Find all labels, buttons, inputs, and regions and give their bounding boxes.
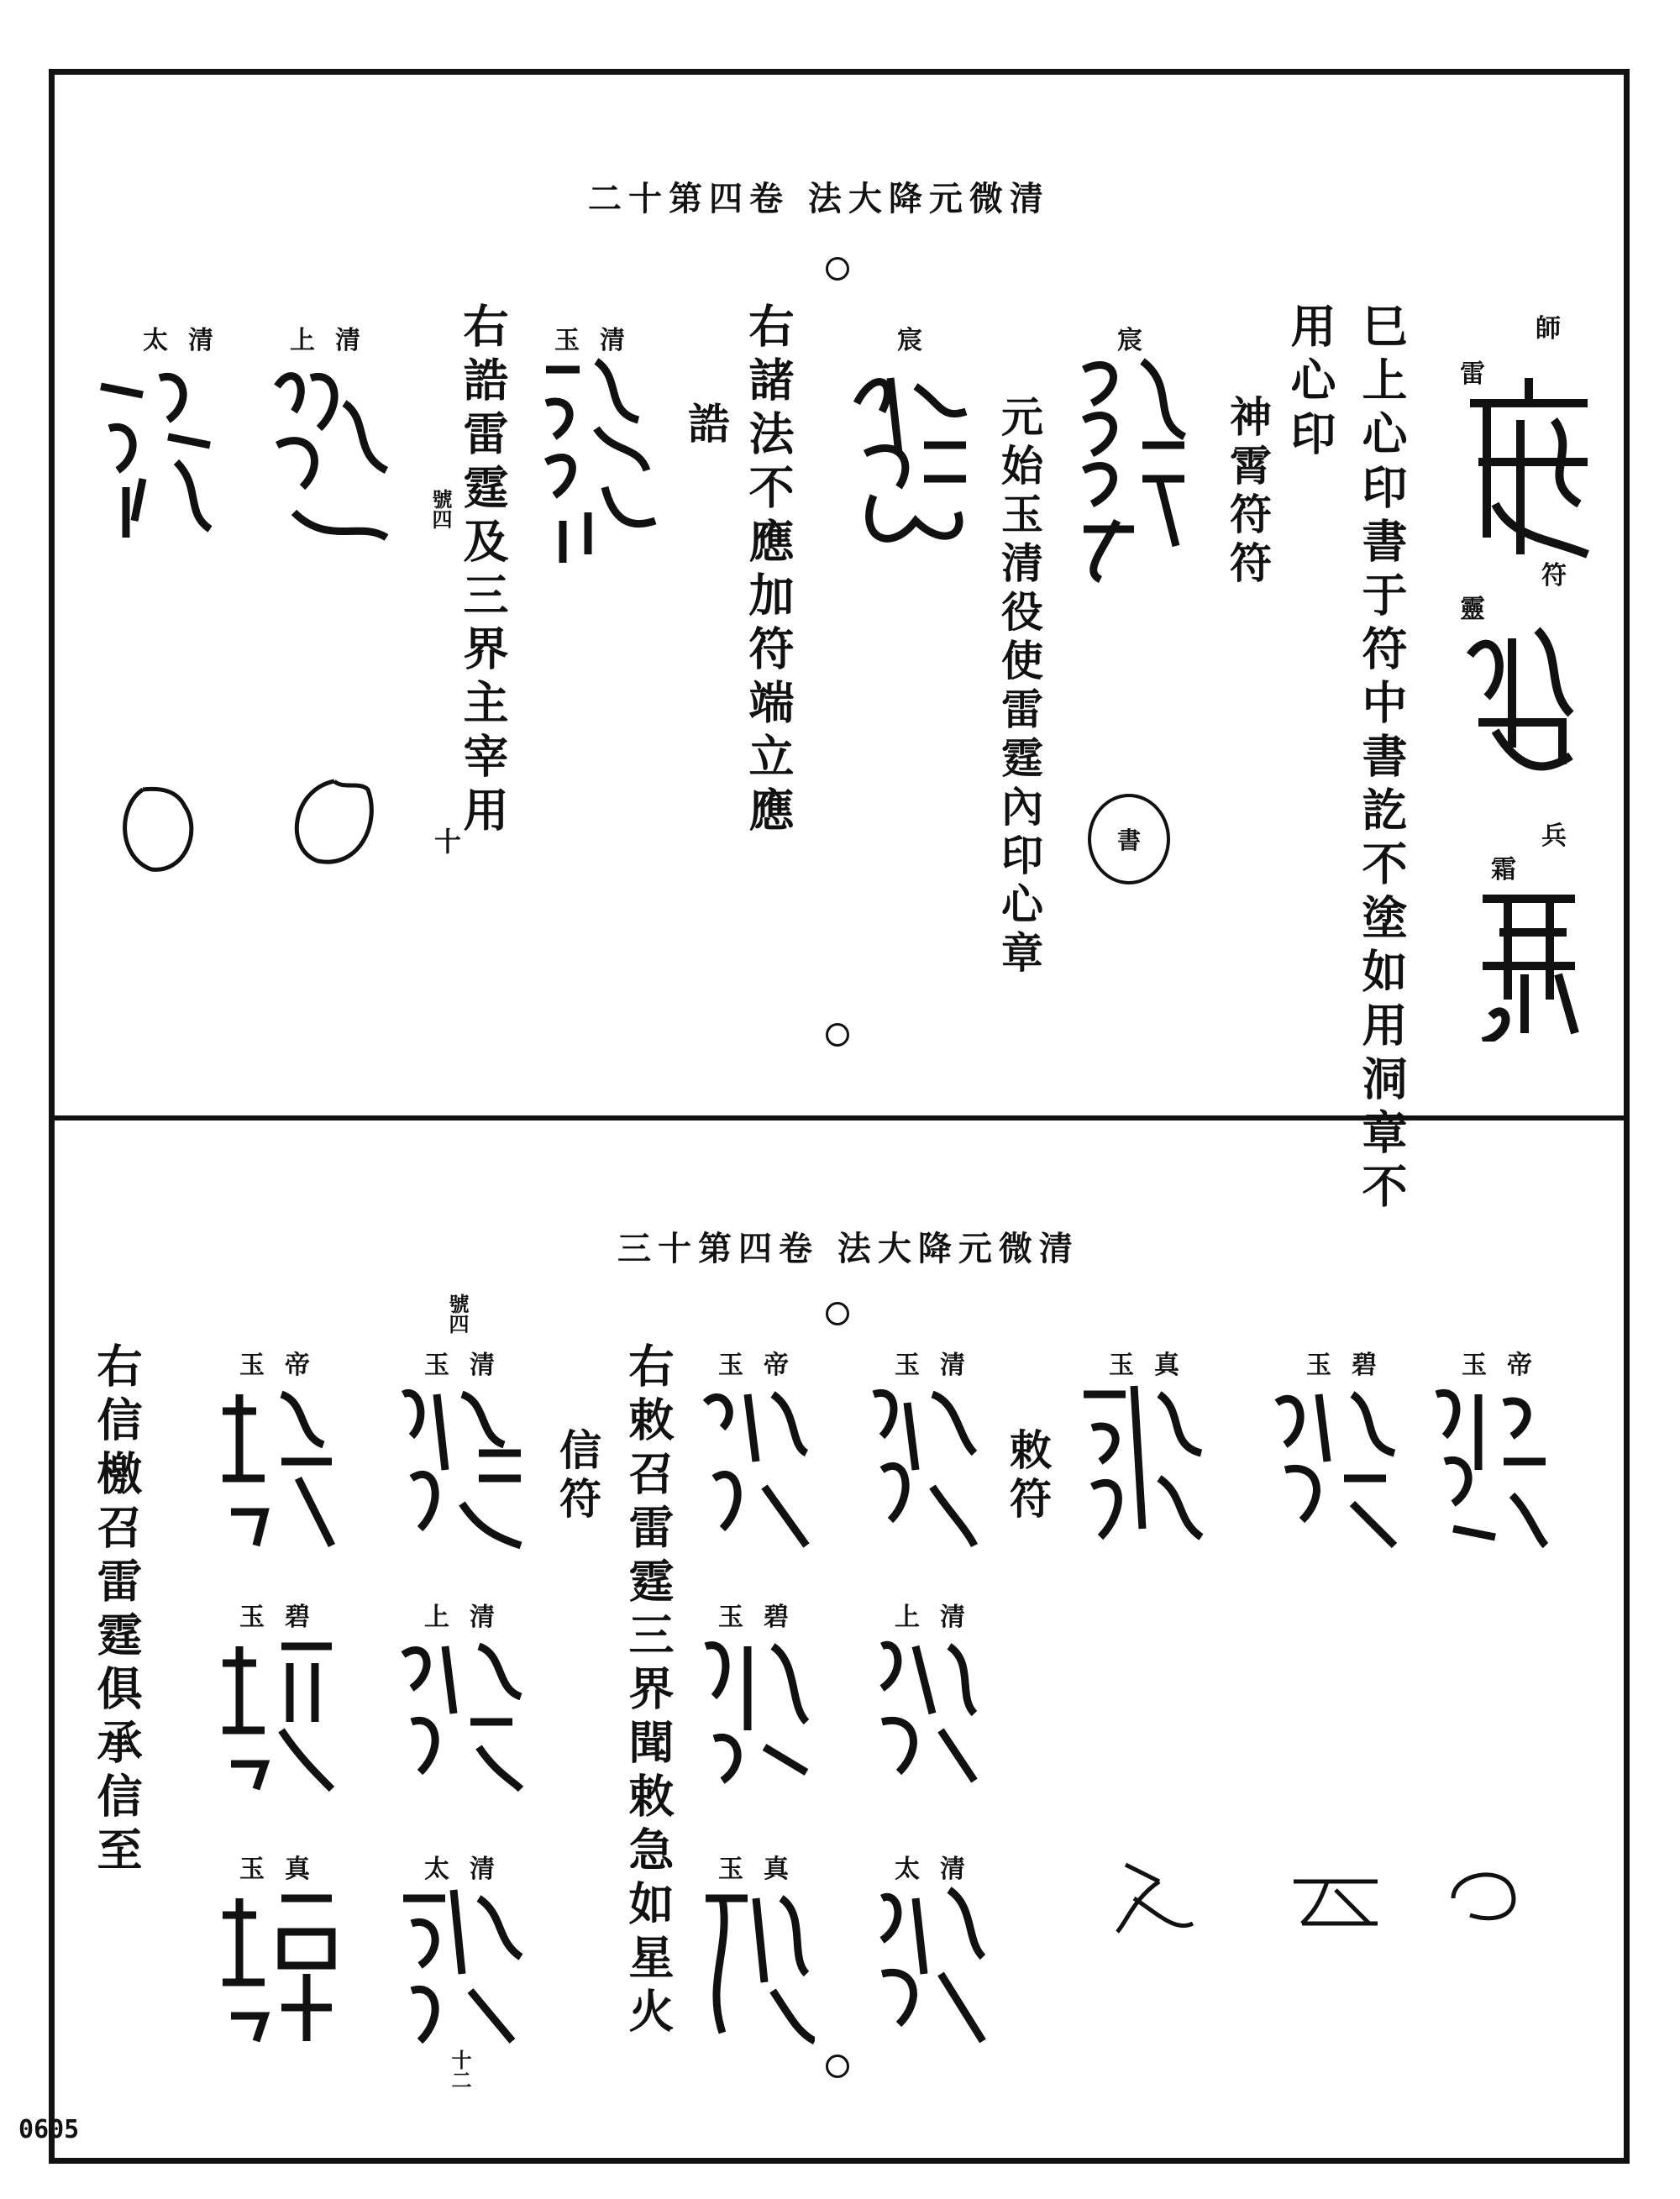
fu-label-yudi-mid2: 玉帝 xyxy=(718,1351,809,1380)
fu-label-shangqing-mid: 上清 xyxy=(895,1603,985,1632)
gao-label: 誥 xyxy=(681,401,731,450)
lower-top-circle-mark xyxy=(826,1302,849,1325)
talisman-glyph-18 xyxy=(214,1378,340,1554)
fu-label-yuqing-mid: 玉清 xyxy=(895,1351,985,1380)
upper-text-youzhu: 右諸法不應加符端立應 xyxy=(742,302,795,840)
round-mark-left xyxy=(118,781,202,878)
fu-label-taiqing-left: 太清 xyxy=(424,1855,515,1884)
hao-12-note: 十二 xyxy=(448,2049,472,2090)
hao4-note-upper: 號四 xyxy=(428,489,453,529)
fu-label-yuzhen-right: 玉真 xyxy=(1109,1351,1200,1380)
talisman-glyph-12 xyxy=(697,1378,815,1554)
talisman-glyph-19 xyxy=(214,1630,340,1798)
round-mark-lower-2 xyxy=(1285,1865,1386,1932)
talisman-glyph-20 xyxy=(214,1881,340,2049)
talisman-glyph-2 xyxy=(848,353,974,563)
seal-label-shuang: 霜 xyxy=(1491,855,1536,884)
fu-label-taiqing: 太清 xyxy=(143,326,234,355)
seal-label-ling: 靈 xyxy=(1460,595,1505,624)
talisman-glyph-11 xyxy=(865,1881,991,2049)
seal-shu: 書 xyxy=(1088,794,1170,884)
seal-label-bing: 兵 xyxy=(1541,821,1587,851)
talisman-glyph-9 xyxy=(865,1378,983,1554)
talisman-glyph-1 xyxy=(1067,353,1193,588)
talisman-glyph-8 xyxy=(1075,1378,1210,1554)
fu-label-shangqing-left: 上清 xyxy=(424,1603,515,1632)
fu-label-yuqing-left: 玉清 xyxy=(424,1351,515,1380)
fu-label-yubi-right: 玉碧 xyxy=(1306,1351,1397,1380)
fu-label-yubi-mid2: 玉碧 xyxy=(718,1603,809,1632)
lower-text-youchi: 右敕召雷霆三界聞敕急如星火 xyxy=(622,1342,675,2041)
talisman-glyph-17 xyxy=(395,1881,529,2049)
seal-label-lei: 雷 xyxy=(1460,360,1505,389)
fu-title-shenxiao: 神霄符符 xyxy=(1223,395,1273,590)
xin-fu-title: 信符 xyxy=(553,1428,602,1525)
talisman-glyph-7 xyxy=(1268,1378,1403,1554)
talisman-glyph-3 xyxy=(529,353,664,571)
lower-header: 三十第四卷 法大降元微清 xyxy=(617,1229,1079,1268)
round-mark-lower-3 xyxy=(1109,1848,1201,1940)
upper-text-yougao: 右誥雷霆及三界主宰用 xyxy=(456,302,510,840)
lower-text-youxin: 右信檄召雷霆俱承信至 xyxy=(90,1342,144,1880)
fu-label-yuzhen-far: 玉真 xyxy=(239,1855,330,1884)
round-mark-lower-1 xyxy=(1445,1865,1529,1932)
seal-glyph-ling xyxy=(1462,605,1579,781)
chi-fu-title: 敕符 xyxy=(1003,1428,1053,1525)
fu-label-yudi-far: 玉帝 xyxy=(239,1351,330,1380)
talisman-glyph-6 xyxy=(1428,1378,1554,1554)
upper-text-column-1: 巳上心印書于符中書訖不塗如用洞章不 xyxy=(1355,302,1409,1216)
upper-bottom-circle-mark xyxy=(826,1023,849,1047)
upper-text-column-2: 用心印 xyxy=(1284,302,1337,464)
round-mark-right xyxy=(284,773,381,869)
lower-bottom-circle-mark xyxy=(826,2055,849,2078)
talisman-glyph-5 xyxy=(92,353,227,546)
page-number: 0605 xyxy=(18,2115,80,2144)
talisman-glyph-13 xyxy=(697,1630,815,1789)
talisman-glyph-15 xyxy=(395,1378,529,1554)
fu-label-yuqing: 玉清 xyxy=(554,326,645,355)
fu-label-yubi-far: 玉碧 xyxy=(239,1603,330,1632)
fu-label-yudi-right: 玉帝 xyxy=(1462,1351,1552,1380)
upper-header: 二十第四卷 法大降元微清 xyxy=(588,179,1050,218)
fu-label-shangqing: 上清 xyxy=(290,326,381,355)
upper-text-yuanshi: 元始玉清役使雷霆內印心章 xyxy=(995,395,1044,979)
hao4-note-lower: 號四 xyxy=(445,1294,470,1334)
talisman-glyph-16 xyxy=(395,1630,529,1798)
fu-label-taiqing-mid: 太清 xyxy=(895,1855,985,1884)
seal-label-shi: 師 xyxy=(1536,314,1581,344)
seal-glyph-bing-shuang xyxy=(1474,874,1583,1042)
fu-label-chen: 宸 xyxy=(1117,326,1163,355)
talisman-glyph-10 xyxy=(865,1630,983,1789)
upper-top-circle-mark xyxy=(826,257,849,281)
seal-glyph-shi-lei xyxy=(1462,370,1596,563)
fu-label-yuzhen-mid2: 玉真 xyxy=(718,1855,809,1884)
seal-label-fu: 符 xyxy=(1541,561,1587,590)
plus-mark: 十 xyxy=(430,827,462,859)
fu-label-chen-2: 宸 xyxy=(897,326,942,355)
talisman-glyph-4 xyxy=(260,353,395,546)
talisman-glyph-14 xyxy=(697,1881,815,2049)
